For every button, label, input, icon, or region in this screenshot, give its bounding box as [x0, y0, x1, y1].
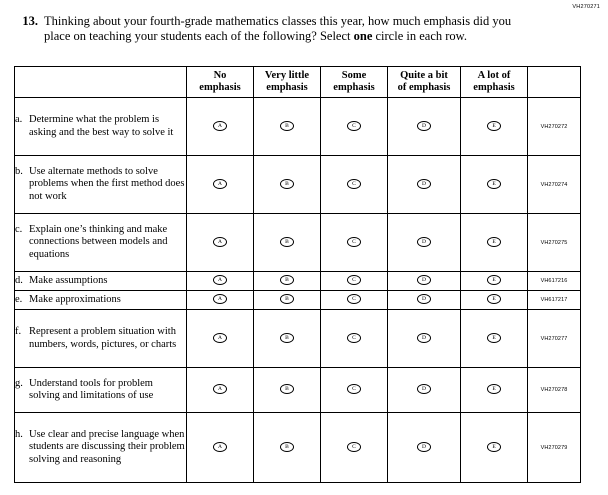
question-block: [14, 14, 534, 44]
row-text-h: Use clear and precise language when students are discussing their problem solving and reasoning: [29, 429, 185, 465]
option-e-2[interactable]: [254, 291, 321, 310]
row-letter-g: g.: [15, 377, 23, 389]
bubble-label: D: [422, 238, 426, 245]
radio-bubble[interactable]: [347, 384, 361, 394]
page-item-id: VH270271: [572, 4, 600, 10]
bubble-label: C: [352, 443, 356, 450]
radio-bubble[interactable]: [487, 294, 501, 304]
bubble-label: E: [492, 238, 496, 245]
radio-bubble[interactable]: [347, 442, 361, 452]
radio-bubble[interactable]: [347, 179, 361, 189]
option-d-2[interactable]: [254, 272, 321, 291]
radio-bubble[interactable]: [280, 179, 294, 189]
radio-bubble[interactable]: [417, 275, 431, 285]
row-label-e: [15, 291, 187, 310]
row-text-a: Determine what the problem is asking and the best way to solve it: [29, 114, 174, 138]
question-text-part2: circle in each row.: [372, 29, 467, 43]
radio-bubble[interactable]: [417, 294, 431, 304]
bubble-label: A: [218, 122, 222, 129]
row-label-f: [15, 310, 187, 368]
bubble-label: B: [285, 122, 289, 129]
row-letter-d: d.: [15, 274, 23, 286]
row-text-b: Use alternate methods to solve problems when the first method does not work: [29, 166, 185, 202]
bubble-label: C: [352, 238, 356, 245]
header-col-2-line2: emphasis: [266, 82, 308, 93]
header-col-4: [388, 67, 461, 98]
bubble-label: E: [492, 122, 496, 129]
row-letter-h: h.: [15, 429, 23, 441]
row-id-b: VH270274: [528, 156, 581, 214]
option-b-2[interactable]: [254, 156, 321, 214]
option-h-4[interactable]: [388, 413, 461, 483]
row-label-h: [15, 413, 187, 483]
radio-bubble[interactable]: [213, 121, 227, 131]
option-e-4[interactable]: [388, 291, 461, 310]
radio-bubble[interactable]: [213, 275, 227, 285]
question-text: [44, 14, 534, 44]
header-col-3-line2: emphasis: [333, 82, 375, 93]
radio-bubble[interactable]: [280, 121, 294, 131]
option-b-1[interactable]: [187, 156, 254, 214]
radio-bubble[interactable]: [487, 237, 501, 247]
option-h-2[interactable]: [254, 413, 321, 483]
header-col-3-line1: Some: [341, 70, 367, 81]
row-text-e: Make approximations: [29, 293, 121, 305]
table-row: [15, 156, 581, 214]
option-e-1[interactable]: [187, 291, 254, 310]
option-h-3[interactable]: [321, 413, 388, 483]
radio-bubble[interactable]: [347, 275, 361, 285]
row-id-h: VH270279: [528, 413, 581, 483]
row-id-e: VH617217: [528, 291, 581, 310]
option-f-1[interactable]: [187, 310, 254, 368]
radio-bubble[interactable]: [487, 384, 501, 394]
header-col-5-line2: emphasis: [473, 82, 515, 93]
radio-bubble[interactable]: [280, 237, 294, 247]
row-letter-e: e.: [15, 293, 23, 305]
option-c-2[interactable]: [254, 214, 321, 272]
bubble-label: D: [422, 296, 426, 302]
radio-bubble[interactable]: [487, 179, 501, 189]
table-row: [15, 413, 581, 483]
header-col-1-line1: No: [213, 70, 227, 81]
header-col-2-line1: Very little: [264, 70, 310, 81]
row-label-d: [15, 272, 187, 291]
radio-bubble[interactable]: [347, 121, 361, 131]
bubble-label: D: [422, 443, 426, 450]
option-d-4[interactable]: [388, 272, 461, 291]
question-number: 13.: [22, 14, 38, 28]
bubble-label: B: [285, 277, 289, 283]
option-b-5[interactable]: [461, 156, 528, 214]
bubble-label: B: [285, 238, 289, 245]
row-label-b: [15, 156, 187, 214]
row-id-d: VH617216: [528, 272, 581, 291]
bubble-label: B: [285, 386, 289, 392]
option-f-4[interactable]: [388, 310, 461, 368]
row-letter-a: a.: [15, 114, 23, 126]
radio-bubble[interactable]: [487, 275, 501, 285]
bubble-label: E: [492, 443, 496, 450]
header-col-2: [254, 67, 321, 98]
bubble-label: A: [218, 238, 222, 245]
table-row: [15, 368, 581, 413]
option-h-5[interactable]: [461, 413, 528, 483]
option-g-1[interactable]: [187, 368, 254, 413]
grid-header: [15, 67, 581, 98]
bubble-label: E: [492, 296, 496, 302]
row-label-g: [15, 368, 187, 413]
header-col-3: [321, 67, 388, 98]
radio-bubble[interactable]: [417, 333, 431, 343]
row-text-g: Understand tools for problem solving and limitations of use: [29, 377, 154, 401]
option-g-4[interactable]: [388, 368, 461, 413]
radio-bubble[interactable]: [347, 294, 361, 304]
radio-bubble[interactable]: [280, 294, 294, 304]
row-id-a: VH270272: [528, 98, 581, 156]
radio-bubble[interactable]: [417, 384, 431, 394]
bubble-label: A: [218, 443, 222, 450]
bubble-label: C: [352, 386, 356, 392]
bubble-label: C: [352, 277, 356, 283]
question-text-part1: Thinking about your fourth-grade mathematics classes this year, how much emphasis did you place on teaching your students each of the following? Select: [44, 14, 512, 43]
option-a-4[interactable]: [388, 98, 461, 156]
radio-bubble[interactable]: [487, 333, 501, 343]
option-g-3[interactable]: [321, 368, 388, 413]
header-col-4-line1: Quite a bit: [400, 70, 448, 81]
header-col-4-line2: of emphasis: [397, 82, 451, 93]
option-c-4[interactable]: [388, 214, 461, 272]
bubble-label: D: [422, 334, 426, 341]
header-col-5-line1: A lot of: [477, 70, 511, 81]
bubble-label: E: [492, 277, 496, 283]
row-label-c: [15, 214, 187, 272]
option-d-5[interactable]: [461, 272, 528, 291]
radio-bubble[interactable]: [280, 442, 294, 452]
header-blank-id: [528, 67, 581, 98]
option-e-5[interactable]: [461, 291, 528, 310]
row-letter-f: f.: [15, 326, 22, 338]
radio-bubble[interactable]: [213, 237, 227, 247]
bubble-label: E: [492, 386, 496, 392]
table-row: [15, 214, 581, 272]
grid-body: [15, 98, 581, 483]
row-text-c: Explain one’s thinking and make connections between models and equations: [29, 224, 168, 260]
bubble-label: A: [218, 386, 222, 392]
row-id-g: VH270278: [528, 368, 581, 413]
option-d-1[interactable]: [187, 272, 254, 291]
radio-bubble[interactable]: [213, 294, 227, 304]
header-row: [15, 67, 581, 98]
option-h-1[interactable]: [187, 413, 254, 483]
radio-bubble[interactable]: [213, 384, 227, 394]
bubble-label: D: [422, 180, 426, 187]
bubble-label: D: [422, 277, 426, 283]
option-g-2[interactable]: [254, 368, 321, 413]
option-a-5[interactable]: [461, 98, 528, 156]
radio-bubble[interactable]: [417, 442, 431, 452]
option-f-2[interactable]: [254, 310, 321, 368]
bubble-label: D: [422, 386, 426, 392]
option-c-1[interactable]: [187, 214, 254, 272]
row-letter-c: c.: [15, 224, 23, 236]
row-letter-b: b.: [15, 166, 23, 178]
radio-bubble[interactable]: [280, 275, 294, 285]
bubble-label: E: [492, 334, 496, 341]
bubble-label: A: [218, 334, 222, 341]
radio-bubble[interactable]: [417, 179, 431, 189]
header-blank-item: [15, 67, 187, 98]
response-grid: [14, 66, 581, 483]
radio-bubble[interactable]: [487, 121, 501, 131]
row-text-d: Make assumptions: [29, 274, 108, 286]
radio-bubble[interactable]: [347, 333, 361, 343]
question-text-emphasis: one: [353, 29, 373, 43]
row-id-f: VH270277: [528, 310, 581, 368]
radio-bubble[interactable]: [213, 179, 227, 189]
header-col-1-line2: emphasis: [199, 82, 241, 93]
row-id-c: VH270275: [528, 214, 581, 272]
row-text-f: Represent a problem situation with numbers, words, pictures, or charts: [29, 326, 177, 350]
bubble-label: B: [285, 334, 289, 341]
radio-bubble[interactable]: [213, 333, 227, 343]
radio-bubble[interactable]: [280, 384, 294, 394]
bubble-label: C: [352, 180, 356, 187]
option-e-3[interactable]: [321, 291, 388, 310]
option-g-5[interactable]: [461, 368, 528, 413]
option-a-2[interactable]: [254, 98, 321, 156]
bubble-label: D: [422, 122, 426, 129]
table-row: [15, 272, 581, 291]
table-row: [15, 310, 581, 368]
option-a-3[interactable]: [321, 98, 388, 156]
radio-bubble[interactable]: [280, 333, 294, 343]
option-b-4[interactable]: [388, 156, 461, 214]
bubble-label: A: [218, 296, 222, 302]
option-c-5[interactable]: [461, 214, 528, 272]
table-row: [15, 291, 581, 310]
bubble-label: B: [285, 180, 289, 187]
row-label-a: [15, 98, 187, 156]
bubble-label: A: [218, 180, 222, 187]
radio-bubble[interactable]: [487, 442, 501, 452]
bubble-label: C: [352, 122, 356, 129]
bubble-label: C: [352, 296, 356, 302]
option-c-3[interactable]: [321, 214, 388, 272]
option-f-3[interactable]: [321, 310, 388, 368]
option-f-5[interactable]: [461, 310, 528, 368]
radio-bubble[interactable]: [213, 442, 227, 452]
table-row: [15, 98, 581, 156]
header-col-5: [461, 67, 528, 98]
option-b-3[interactable]: [321, 156, 388, 214]
bubble-label: A: [218, 277, 222, 283]
radio-bubble[interactable]: [417, 121, 431, 131]
header-col-1: [187, 67, 254, 98]
radio-bubble[interactable]: [347, 237, 361, 247]
option-a-1[interactable]: [187, 98, 254, 156]
bubble-label: E: [492, 180, 496, 187]
bubble-label: B: [285, 443, 289, 450]
option-d-3[interactable]: [321, 272, 388, 291]
bubble-label: B: [285, 296, 289, 302]
radio-bubble[interactable]: [417, 237, 431, 247]
bubble-label: C: [352, 334, 356, 341]
